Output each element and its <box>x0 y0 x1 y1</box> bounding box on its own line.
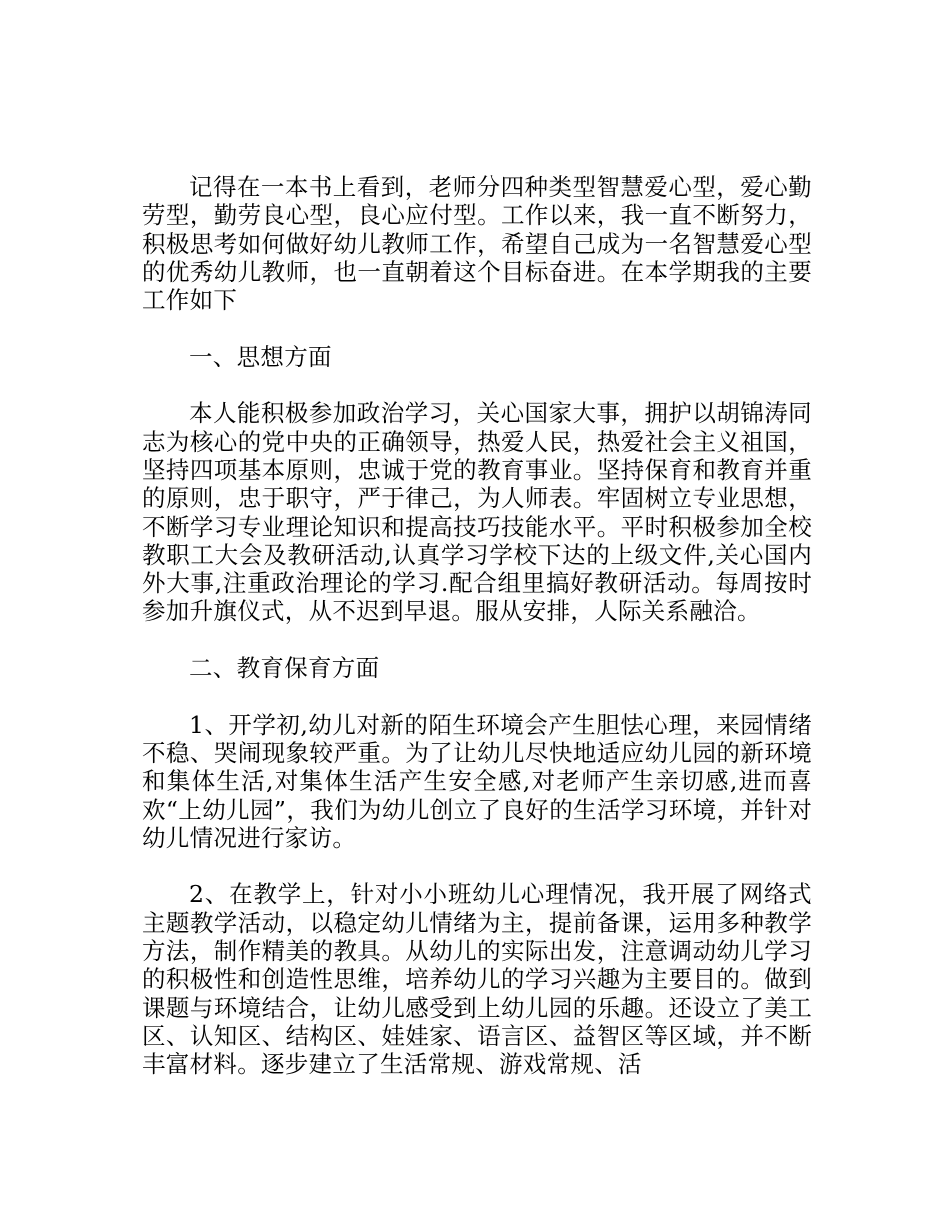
section-heading-education: 二、教育保育方面 <box>189 654 380 683</box>
section-heading-ideology: 一、思想方面 <box>189 342 332 371</box>
education-paragraph-1: 1、开学初,幼儿对新的陌生环境会产生胆怯心理，来园情绪不稳、哭闹现象较严重。为了让幼儿尽快地适应幼儿园的新环境和集体生活,对集体生活产生安全感,对老师产生亲切感,进而喜欢“上幼儿园”，我们为幼儿创立了良好的生活学习环境，并针对幼儿情况进行家访。 <box>142 710 812 852</box>
ideology-paragraph: 本人能积极参加政治学习，关心国家大事，拥护以胡锦涛同志为核心的党中央的正确领导，热爱人民，热爱社会主义祖国，坚持四项基本原则，忠诚于党的教育事业。坚持保育和教育并重的原则，忠于职守，严于律己，为人师表。牢固树立专业思想，不断学习专业理论知识和提高技巧技能水平。平时积极参加全校教职工大会及教研活动,认真学习学校下达的上级文件,关心国内外大事,注重政治理论的学习.配合组里搞好教研活动。每周按时参加升旗仪式，从不迟到早退。服从安排，人际关系融洽。 <box>142 399 812 626</box>
intro-paragraph: 记得在一本书上看到，老师分四种类型智慧爱心型，爱心勤劳型，勤劳良心型，良心应付型。工作以来，我一直不断努力，积极思考如何做好幼儿教师工作，希望自己成为一名智慧爱心型的优秀幼儿教师，也一直朝着这个目标奋进。在本学期我的主要工作如下 <box>142 173 812 315</box>
education-paragraph-2: 2、在教学上，针对小小班幼儿心理情况，我开展了网络式主题教学活动，以稳定幼儿情绪为主，提前备课，运用多种教学方法，制作精美的教具。从幼儿的实际出发，注意调动幼儿学习的积极性和创造性思维，培养幼儿的学习兴趣为主要目的。做到课题与环境结合，让幼儿感受到上幼儿园的乐趣。还设立了美工区、认知区、结构区、娃娃家、语言区、益智区等区域，并不断丰富材料。逐步建立了生活常规、游戏常规、活 <box>142 880 812 1079</box>
document-body <box>142 173 812 1107</box>
